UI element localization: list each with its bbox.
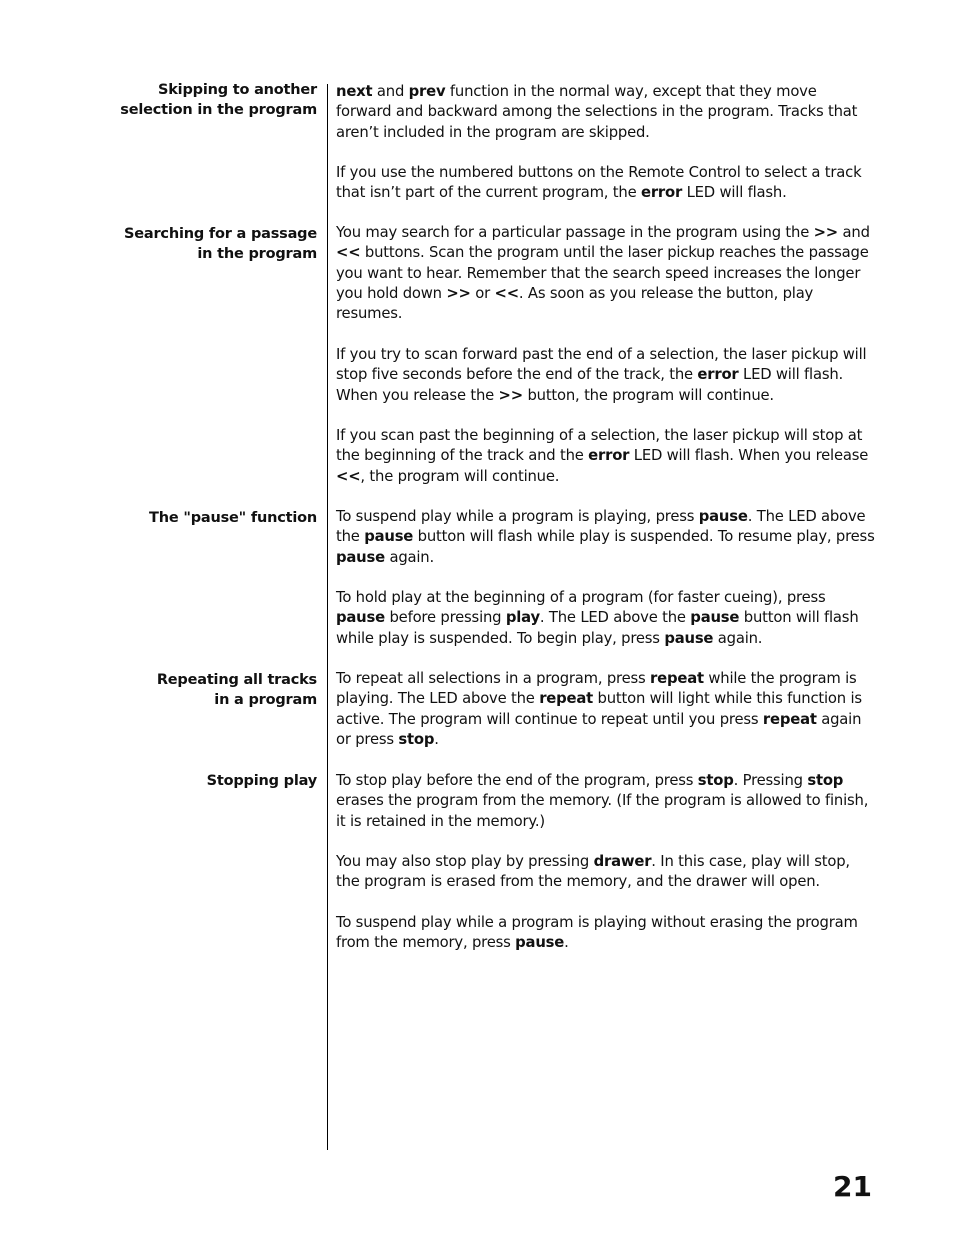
side-heading-line: Repeating all tracks (156, 672, 317, 688)
text-run: LED will flash. When you release (629, 447, 869, 465)
side-heading-skipping (57, 81, 317, 120)
paragraph (336, 913, 876, 954)
text-run: erases the program from the memory. (If the program is allowed to finish, it is retained in the memory.) (336, 792, 869, 830)
text-run: To repeat all selections in a program, press (336, 670, 651, 687)
bold-term: repeat (762, 710, 817, 728)
side-heading-repeating (57, 671, 317, 710)
side-heading-line: The "pause" function (149, 510, 317, 526)
text-run: and (372, 83, 409, 100)
bold-term: pause (515, 934, 565, 952)
bold-term: repeat (650, 670, 704, 687)
text-run: . In this case, play will stop, the program is erased from the memory, and the drawer will open. (336, 853, 850, 891)
column-divider (327, 84, 328, 1150)
text-run: You may search for a particular passage in the program using the (336, 224, 814, 241)
bold-term: prev (408, 83, 446, 100)
bold-term: error (697, 366, 739, 384)
text-run: before pressing (384, 609, 506, 627)
bold-term: pause (698, 508, 748, 525)
bold-term: pause (336, 609, 385, 627)
text-run: while the program is playing. The LED above the (336, 670, 857, 708)
text-run: . (434, 730, 439, 748)
text-run: LED will flash. When you release the (336, 366, 844, 404)
bold-term: << (336, 467, 361, 485)
text-run: button will flash while play is suspended. To begin play, press (336, 609, 859, 647)
bold-term: repeat (539, 690, 594, 708)
side-heading-line: Stopping play (206, 773, 317, 789)
text-run: LED will flash. (682, 184, 787, 202)
text-run: . The LED above the (539, 609, 691, 627)
side-heading-stopping (57, 772, 317, 792)
bold-term: >> (446, 284, 471, 302)
paragraph (336, 345, 876, 406)
paragraph (336, 223, 876, 324)
bold-term: error (641, 184, 683, 202)
bold-term: >> (498, 386, 523, 404)
text-run: , the program will continue. (360, 467, 560, 485)
side-heading-line: selection in the program (120, 101, 317, 118)
bold-term: pause (664, 629, 714, 647)
text-run: . Pressing (733, 772, 808, 789)
bold-term: stop (398, 730, 435, 748)
text-run: button will light while this function is active. The program will continue to repeat until you press (336, 690, 862, 728)
text-run: You may also stop play by pressing (336, 853, 594, 870)
paragraph (336, 669, 876, 750)
text-run: buttons. Scan the program until the laser pickup reaches the passage you want to hear. Remember that the search speed increases the longer you hold down (336, 244, 869, 302)
bold-term: stop (807, 772, 844, 789)
text-run: again. (384, 548, 434, 566)
bold-term: << (494, 284, 519, 302)
text-run: . As soon as you release the button, play resumes. (336, 284, 814, 323)
bold-term: error (588, 447, 630, 465)
paragraph (336, 771, 876, 832)
text-run: If you try to scan forward past the end of a selection, the laser pickup will stop five seconds before the end of the track, the (336, 346, 867, 384)
text-run: or (470, 284, 495, 302)
bold-term: pause (690, 609, 740, 627)
text-run: button will flash while play is suspended. To resume play, press (413, 528, 875, 546)
text-run: . The LED above the (336, 508, 866, 546)
text-run: button, the program will continue. (522, 386, 774, 404)
side-heading-line: in a program (214, 691, 317, 708)
text-run: To suspend play while a program is playing, press (336, 508, 699, 525)
bold-term: >> (813, 224, 839, 241)
text-run: If you scan past the beginning of a selection, the laser pickup will stop at the beginning of the track and the (336, 427, 863, 465)
paragraph (336, 507, 876, 568)
bold-term: next (336, 83, 373, 100)
paragraph (336, 163, 876, 204)
paragraph (336, 852, 876, 893)
paragraph (336, 588, 876, 649)
side-heading-line: Searching for a passage (124, 226, 317, 242)
bold-term: stop (697, 772, 734, 789)
text-run: To stop play before the end of the program, press (336, 772, 698, 789)
bold-term: play (505, 609, 540, 627)
text-run: . (564, 934, 569, 952)
bold-term: pause (364, 528, 414, 546)
bold-term: drawer (593, 853, 652, 870)
side-heading-line: Skipping to another (158, 82, 317, 98)
paragraph (336, 82, 876, 143)
side-heading-searching (57, 225, 317, 264)
text-run: To suspend play while a program is playing without erasing the program from the memory, press (336, 914, 858, 952)
text-run: again. (713, 629, 763, 647)
bold-term: pause (336, 548, 385, 566)
text-run: To hold play at the beginning of a program (for faster cueing), press (336, 589, 826, 606)
bold-term: << (336, 244, 361, 262)
page-number: 21 (833, 1170, 872, 1203)
text-run: function in the normal way, except that they move forward and backward among the selections in the program. Tracks that aren’t included in the program are skipped. (336, 83, 858, 141)
paragraph (336, 426, 876, 487)
text-run: and (838, 224, 870, 241)
text-run: again or press (336, 710, 862, 748)
text-run: If you use the numbered buttons on the Remote Control to select a track that isn’t part of the current program, the (336, 164, 862, 202)
side-heading-pause (57, 509, 317, 529)
side-heading-line: in the program (197, 245, 317, 262)
